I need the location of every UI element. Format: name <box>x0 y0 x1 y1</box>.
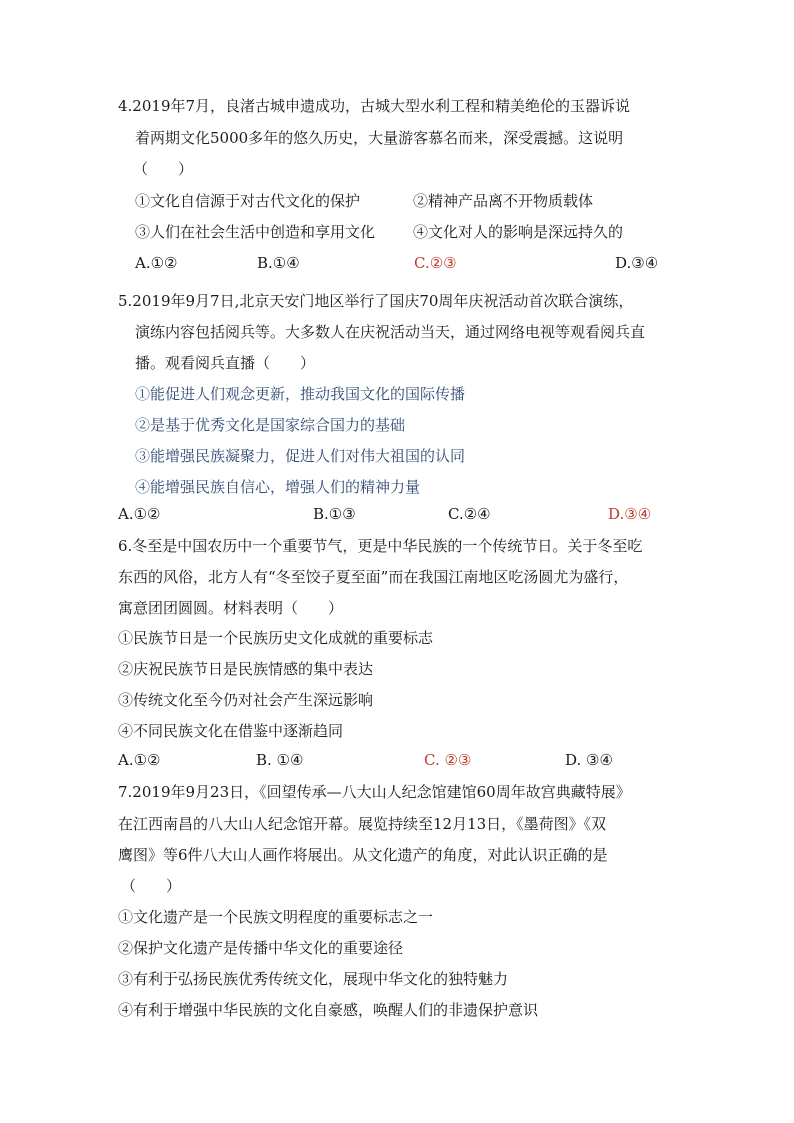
q6-choice-d: D. ③④ <box>565 751 613 769</box>
q7-stem-line-1: 7.2019年9月23日，《回望传承—八大山人纪念馆建馆60周年故宫典藏特展》 <box>118 783 631 801</box>
q7-answer-bracket: （ ） <box>121 877 182 895</box>
q7-item-2: ②保护文化遗产是传播中华文化的重要途径 <box>118 939 404 957</box>
q4-choice-d: D.③④ <box>615 254 659 272</box>
q4-item-1: ①文化自信源于对古代文化的保护 <box>135 192 361 210</box>
q6-item-2: ②庆祝民族节日是民族情感的集中表达 <box>118 660 374 678</box>
q5-item-1: ①能促进人们观念更新，推动我国文化的国际传播 <box>135 385 466 403</box>
q6-stem-line-1: 6.冬至是中国农历中一个重要节气，更是中华民族的一个传统节日。关于冬至吃 <box>118 537 643 555</box>
q7-stem-line-3: 鹰图》等6件八大山人画作将展出。从文化遗产的角度，对此认识正确的是 <box>118 846 608 864</box>
q4-choice-c-correct: C.②③ <box>414 254 457 272</box>
q4-choice-a: A.①② <box>135 254 178 272</box>
q6-item-3: ③传统文化至今仍对社会产生深远影响 <box>118 691 374 709</box>
q5-stem-line-1: 5.2019年9月7日,北京天安门地区举行了国庆70周年庆祝活动首次联合演练， <box>118 292 634 310</box>
q5-stem-line-2: 演练内容包括阅兵等。大多数人在庆祝活动当天，通过网络电视等观看阅兵直 <box>135 323 646 341</box>
q5-choice-d-correct: D.③④ <box>608 505 652 523</box>
q7-item-3: ③有利于弘扬民族优秀传统文化，展现中华文化的独特魅力 <box>118 970 509 988</box>
q7-item-1: ①文化遗产是一个民族文明程度的重要标志之一 <box>118 908 434 926</box>
q5-choice-b: B.①③ <box>313 505 356 523</box>
q4-answer-bracket: （ ） <box>133 160 194 178</box>
q4-item-3: ③人们在社会生活中创造和享用文化 <box>135 223 376 241</box>
q4-item-4: ④文化对人的影响是深远持久的 <box>413 223 624 241</box>
q5-stem-line-3: 播。观看阅兵直播（ ） <box>135 354 316 372</box>
q5-choice-a: A.①② <box>118 505 161 523</box>
q4-choice-b: B.①④ <box>257 254 300 272</box>
q6-choice-b: B. ①④ <box>256 751 304 769</box>
q5-choices <box>118 504 678 524</box>
q4-item-2: ②精神产品离不开物质载体 <box>413 192 594 210</box>
q4-stem-line-2: 着两期文化5000多年的悠久历史，大量游客慕名而来，深受震撼。这说明 <box>135 129 624 147</box>
q7-item-4: ④有利于增强中华民族的文化自豪感，唤醒人们的非遗保护意识 <box>118 1001 539 1019</box>
q6-stem-line-2: 东西的风俗，北方人有“冬至饺子夏至面”而在我国江南地区吃汤圆尤为盛行， <box>118 568 629 586</box>
q6-choice-c-correct: C. ②③ <box>424 751 472 769</box>
q6-choice-a: A.①② <box>118 751 161 769</box>
q5-choice-c: C.②④ <box>448 505 491 523</box>
q6-choices <box>118 750 638 770</box>
q5-item-4: ④能增强民族自信心，增强人们的精神力量 <box>135 478 421 496</box>
q4-stem-line-1: 4.2019年7月，良渚古城申遗成功，古城大型水利工程和精美绝伦的玉器诉说 <box>118 97 631 115</box>
q6-item-1: ①民族节日是一个民族历史文化成就的重要标志 <box>118 629 434 647</box>
q6-item-4: ④不同民族文化在借鉴中逐渐趋同 <box>118 722 344 740</box>
q6-stem-line-3: 寓意团团圆圆。材料表明（ ） <box>118 599 344 617</box>
q7-stem-line-2: 在江西南昌的八大山人纪念馆开幕。展览持续至12月13日，《墨荷图》《双 <box>118 815 607 833</box>
q4-choices <box>135 253 665 273</box>
q5-item-3: ③能增强民族凝聚力，促进人们对伟大祖国的认同 <box>135 447 466 465</box>
q5-item-2: ②是基于优秀文化是国家综合国力的基础 <box>135 416 406 434</box>
